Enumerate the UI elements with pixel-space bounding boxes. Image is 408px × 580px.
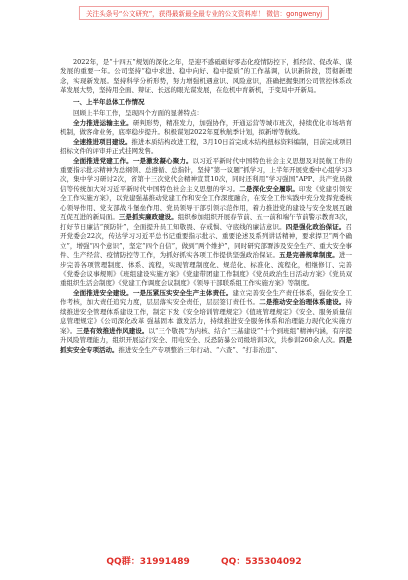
text-run: 2022年，是“十四五”规划的深化之年，是迎不惑砥砺好零态化疫情防控下，抓经营、促改革、谋发展的重要一年。公司坚持“稳中求进、稳中向好、稳中提质”的工作基调，认识新阶段，贯彻新理念，实现新发展。坚持科学分析形势，努力增强机遇意识、风险意识，准确把握集团公司管控体系改革发展大势，坚持用全面、辩证、长远的眼光谋发展，在危机中育新机，于变局中开新局。 (60, 58, 352, 95)
body-paragraph (60, 58, 352, 96)
bold-phrase: 全面推进安全建设。一是压紧压实安全生产主体责任。 (73, 288, 233, 297)
header-banner: 关注头条号“公文研究”，获得最新最全最专业的公文资料库！ 微信：gongwenyj (79, 6, 329, 20)
bold-phrase: 全面推进党建工作。一是激发凝心聚力。 (73, 156, 193, 165)
text-run: 以习近平新时代中国特色社会主义思想及对民航工作的重要指示批示精神为总纲领、总遵循、总指针，坚持“第一议题”抓学习，上半年开展党委中心组学习3次，集中学习研讨2次，省第十三次党代会精神宣贯10次，同时还利用“学习强国”APP、共产党员微信等传统加大对习近平新时代中国特色社会主义思想的学习。 (60, 156, 353, 193)
text-run: 印发《党建引领安全工作实施方案》，以党建强基推动党建工作和安全工作深度融合，在安全工作实践中充分发挥党委核心领导作用、党支部战斗堡垒作用、党员领导干部引领示范作用，着力推进党的建设与安全发展互融互促互进的新局面。 (60, 184, 353, 222)
text-run: 建立完善安全生产责任体系，强化安全工作考核，加大责任追究力度，层层落实安全责任，层层签订责任书。 (60, 288, 353, 307)
body-paragraph (60, 138, 352, 157)
text-run: 回顾上半年工作，呈现四个方面的显著特点： (73, 109, 203, 118)
text-run: 以“三个敬畏”为内核、结合“三基建设”“十个到班组”精神内涵，有序提升风险管理能力，组织开展运行安全、用电安全、反恐防暴公司级培训3次，共参训260余人次。 (60, 326, 353, 345)
document-body (60, 58, 352, 355)
text-run: 持续推进安全管理体系建设工作，制定下发《安全培训管理规定》《值班管理规定》《安全、服务质量信息管理规定》《公司深化改革 强基固本 激发活力，持续推进安全服务体系和治理能力现代化实施方案》。 (60, 298, 353, 335)
footer (0, 554, 408, 567)
body-paragraph (60, 109, 352, 118)
bold-phrase: 二是深化安全履职。 (239, 184, 300, 193)
body-paragraph (60, 119, 352, 138)
bold-phrase: 二是推动安全治理体系建设。 (259, 298, 346, 307)
bold-phrase: 三是抓实廉政建设。 (118, 213, 178, 222)
bold-phrase: 五是完善规章制度。 (279, 251, 339, 260)
text-run: 研判形势，精准发力，加强协作，开通运营等城市班次，持续优化市场培育机制，做客命业务，底率稳步提升。积极谋划2022年夏秋航季计划，拟新增等航线。 (60, 118, 353, 137)
text-run: 推进本质结构改进工程，3月10日首完成木结构扭标资料编制，目前完成项目招标文件的评审并正式挂网发售。 (60, 137, 352, 156)
footer-qq: QQ：535304092 (220, 557, 302, 567)
body-paragraph (60, 157, 352, 289)
text-run: 进一步完善各项管理制度、体系、流程，实现管理制度化、规范化、标准化、流程化，相继修订、完善《党委会议事规则》《班组建设实施方案》《党建带团建工作制度》《党员政治生日活动方案》《党员双重组织生活会制度》《党建工作调度会议制度》《领导干部联系组工作实施方案》等制度。 (60, 251, 353, 288)
bold-phrase: 四是强化政治保证。 (285, 222, 346, 231)
text-run: 一、上半年总体工作情况 (73, 97, 145, 106)
text-run: 推进安全生产专项整治三年行动、“六查”、“打非治违”、 (118, 345, 282, 354)
bold-phrase: 全速推进项目建设。 (73, 137, 132, 146)
footer-qq-group: QQ群：31991489 (106, 557, 190, 567)
text-run: 组织参加组织开展春节前、五一前和端午节前警示教育3次，打好节日廉洁“预防针”，全面提升员工知敬畏、存戒惧、守底线的廉洁意识。 (60, 213, 353, 231)
bold-phrase: 三是有效推进作风建设。 (76, 326, 149, 335)
bold-phrase: 四是抓实安全专项活动。 (60, 336, 353, 354)
section-heading (60, 98, 352, 107)
text-run: 召开党委会22次，传达学习习近平总书记重要指示批示、重要论述及系列讲话精神，要求捍卫“两个确立”，增强“四个意识”，坚定“四个自信”，做到“两个维护”，同时研究部署涉及安全生产、重大安全事件、生产经营、疫情防控等工作，为抓好抓实各项工作提供坚强政治保证。 (60, 222, 352, 260)
bold-phrase: 全力推进运输主业。 (73, 118, 133, 127)
body-paragraph (60, 289, 352, 355)
